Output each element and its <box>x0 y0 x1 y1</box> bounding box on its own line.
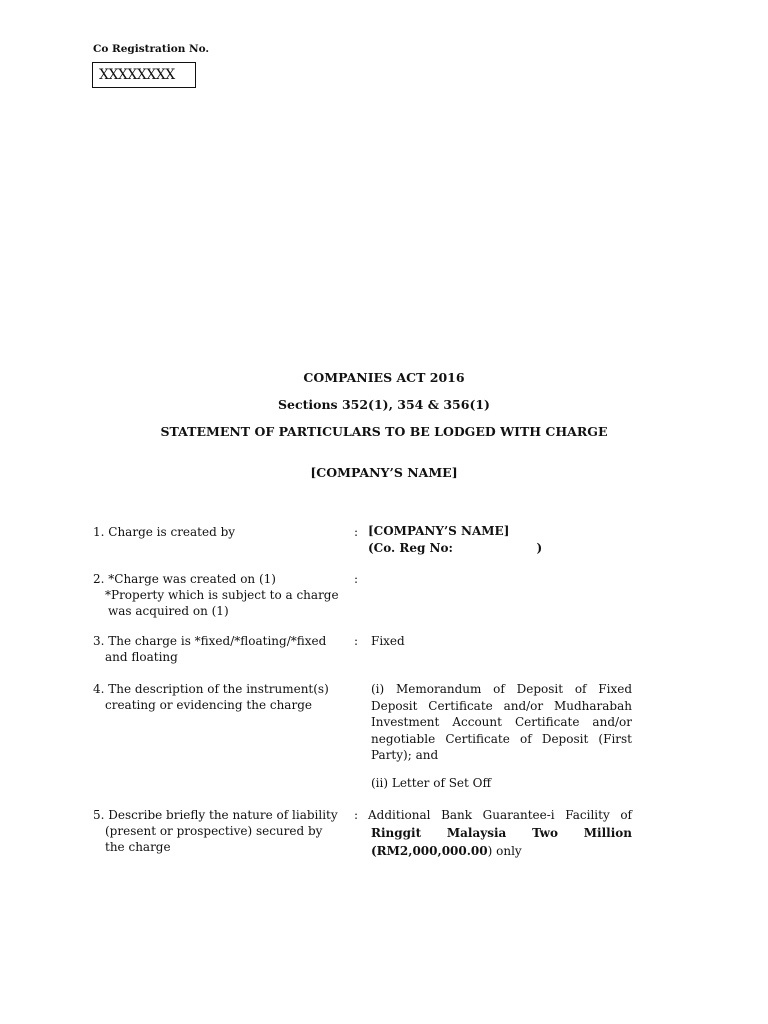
item-5-label-line-3: the charge <box>105 840 171 854</box>
registration-number-box: XXXXXXXX <box>92 62 196 88</box>
item-3-label <box>93 633 343 665</box>
item-2-colon: : <box>354 572 359 586</box>
item-5-label <box>93 807 343 855</box>
item-3-label-line-2: and floating <box>105 650 178 664</box>
item-5-label-line-1: 5. Describe briefly the nature of liability <box>93 808 338 822</box>
act-title: COMPANIES ACT 2016 <box>303 370 465 385</box>
item-2-label-line-2: *Property which is subject to a charge <box>105 588 339 602</box>
item-3-value: Fixed <box>371 634 405 648</box>
company-name-title: [COMPANY’S NAME] <box>310 465 458 480</box>
item-5-label-line-2: (present or prospective) secured by <box>105 824 323 838</box>
item-4-value-paragraph-2: (ii) Letter of Set Off <box>371 776 492 790</box>
item-3-label-line-1: 3. The charge is *fixed/*floating/*fixed <box>93 634 327 648</box>
item-1-company-name: [COMPANY’S NAME] <box>368 524 510 538</box>
item-5-amount-suffix: ) only <box>487 844 522 858</box>
item-2-label-line-1: 2. *Charge was created on (1) <box>93 572 276 586</box>
item-5-value <box>368 806 632 860</box>
item-5-value-line-3 <box>368 842 632 860</box>
item-4-value-paragraph-1: (i) Memorandum of Deposit of Fixed Deposit Certificate and/or Mudharabah Investment Account Certificate and/or negotiable Certificate of Deposit (First Party); and <box>371 682 632 762</box>
item-4-label-line-2: creating or evidencing the charge <box>105 698 312 712</box>
item-3-colon: : <box>354 634 359 648</box>
item-1-label: 1. Charge is created by <box>93 525 236 539</box>
statement-title: STATEMENT OF PARTICULARS TO BE LODGED WITH CHARGE <box>160 424 608 439</box>
sections-title: Sections 352(1), 354 & 356(1) <box>278 397 490 412</box>
item-5-value-line-1: Additional Bank Guarantee-i Facility of <box>368 808 632 822</box>
item-5-amount: (RM2,000,000.00 <box>371 844 488 858</box>
item-4-label-line-1: 4. The description of the instrument(s) <box>93 682 329 696</box>
item-1-reg-no: (Co. Reg No: ) <box>368 540 543 555</box>
item-2-label <box>93 571 343 619</box>
item-1-value <box>368 523 632 556</box>
item-4-label <box>93 681 343 713</box>
item-1-colon: : <box>354 525 359 539</box>
item-5-colon: : <box>354 808 359 822</box>
item-5-value-line-2: Ringgit Malaysia Two Million <box>371 826 632 840</box>
registration-label: Co Registration No. <box>93 43 210 55</box>
item-2-label-line-3: was acquired on (1) <box>108 604 229 618</box>
